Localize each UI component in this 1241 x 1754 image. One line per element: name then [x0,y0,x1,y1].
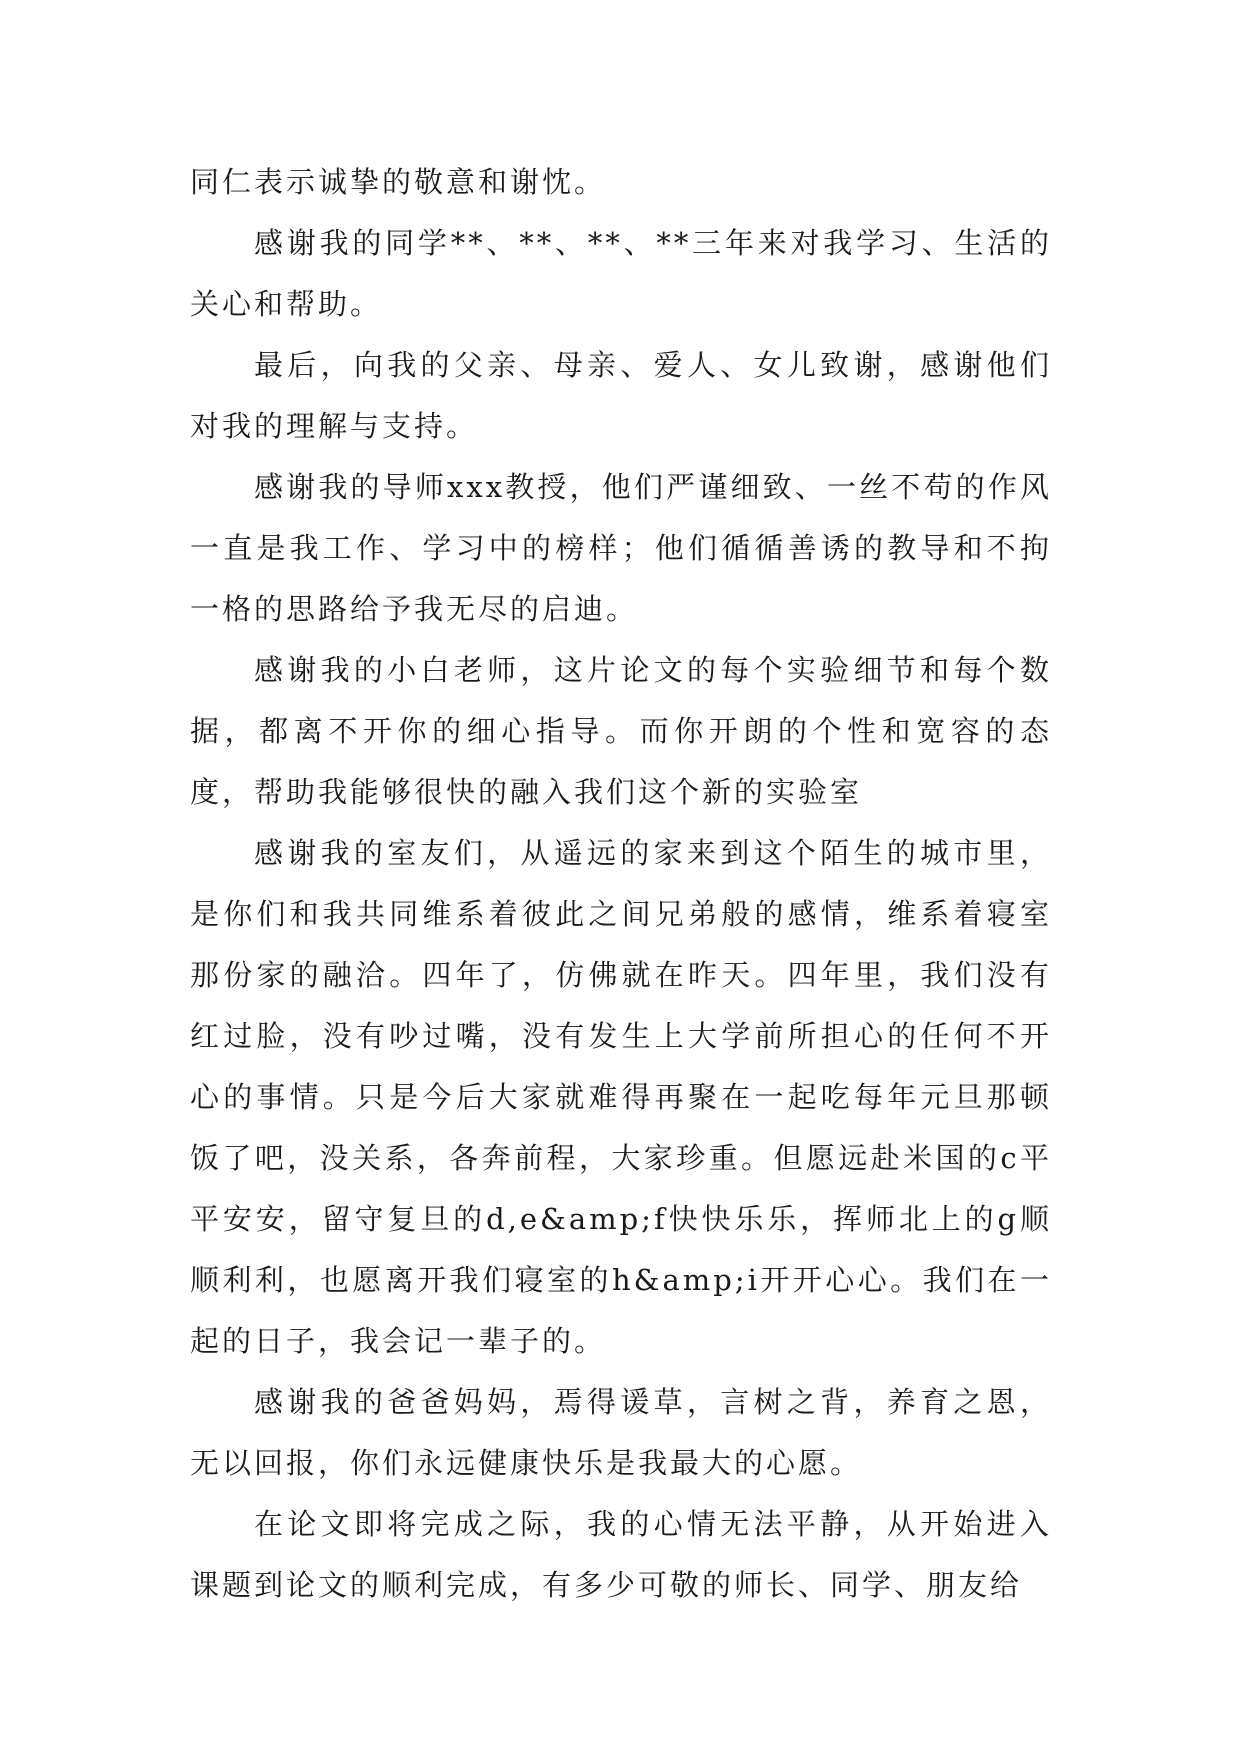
paragraph-2: 感谢我的同学**、**、**、**三年来对我学习、生活的关心和帮助。 [190,226,1052,321]
paragraph-1: 同仁表示诚挚的敬意和谢忱。 [190,165,607,199]
paragraph-8: 在论文即将完成之际，我的心情无法平静，从开始进入课题到论文的顺利完成，有多少可敬的师长、同学、朋友给 [190,1507,1052,1602]
paragraph-6: 感谢我的室友们，从遥远的家来到这个陌生的城市里，是你们和我共同维系着彼此之间兄弟般的感情，维系着寝室那份家的融洽。四年了，仿佛就在昨天。四年里，我们没有红过脸，没有吵过嘴，没有发生上大学前所担心的任何不开心的事情。只是今后大家就难得再聚在一起吃每年元旦那顿饭了吧，没关系，各奔前程，大家珍重。但愿远赴米国的c平平安安，留守复旦的d,e&amp;f快快乐乐，挥师北上的g顺顺利利，也愿离开我们寝室的h&amp;i开开心心。我们在一起的日子，我会记一辈子的。 [190,836,1052,1358]
paragraph-3: 最后，向我的父亲、母亲、爱人、女儿致谢，感谢他们对我的理解与支持。 [190,348,1052,443]
paragraph-7: 感谢我的爸爸妈妈，焉得谖草，言树之背，养育之恩，无以回报，你们永远健康快乐是我最大的心愿。 [190,1385,1052,1480]
paragraph-4: 感谢我的导师xxx教授，他们严谨细致、一丝不苟的作风一直是我工作、学习中的榜样；他们循循善诱的教导和不拘一格的思路给予我无尽的启迪。 [190,470,1052,626]
paragraph-5: 感谢我的小白老师，这片论文的每个实验细节和每个数据，都离不开你的细心指导。而你开朗的个性和宽容的态度，帮助我能够很快的融入我们这个新的实验室 [190,653,1052,809]
body-text [190,152,1052,1616]
